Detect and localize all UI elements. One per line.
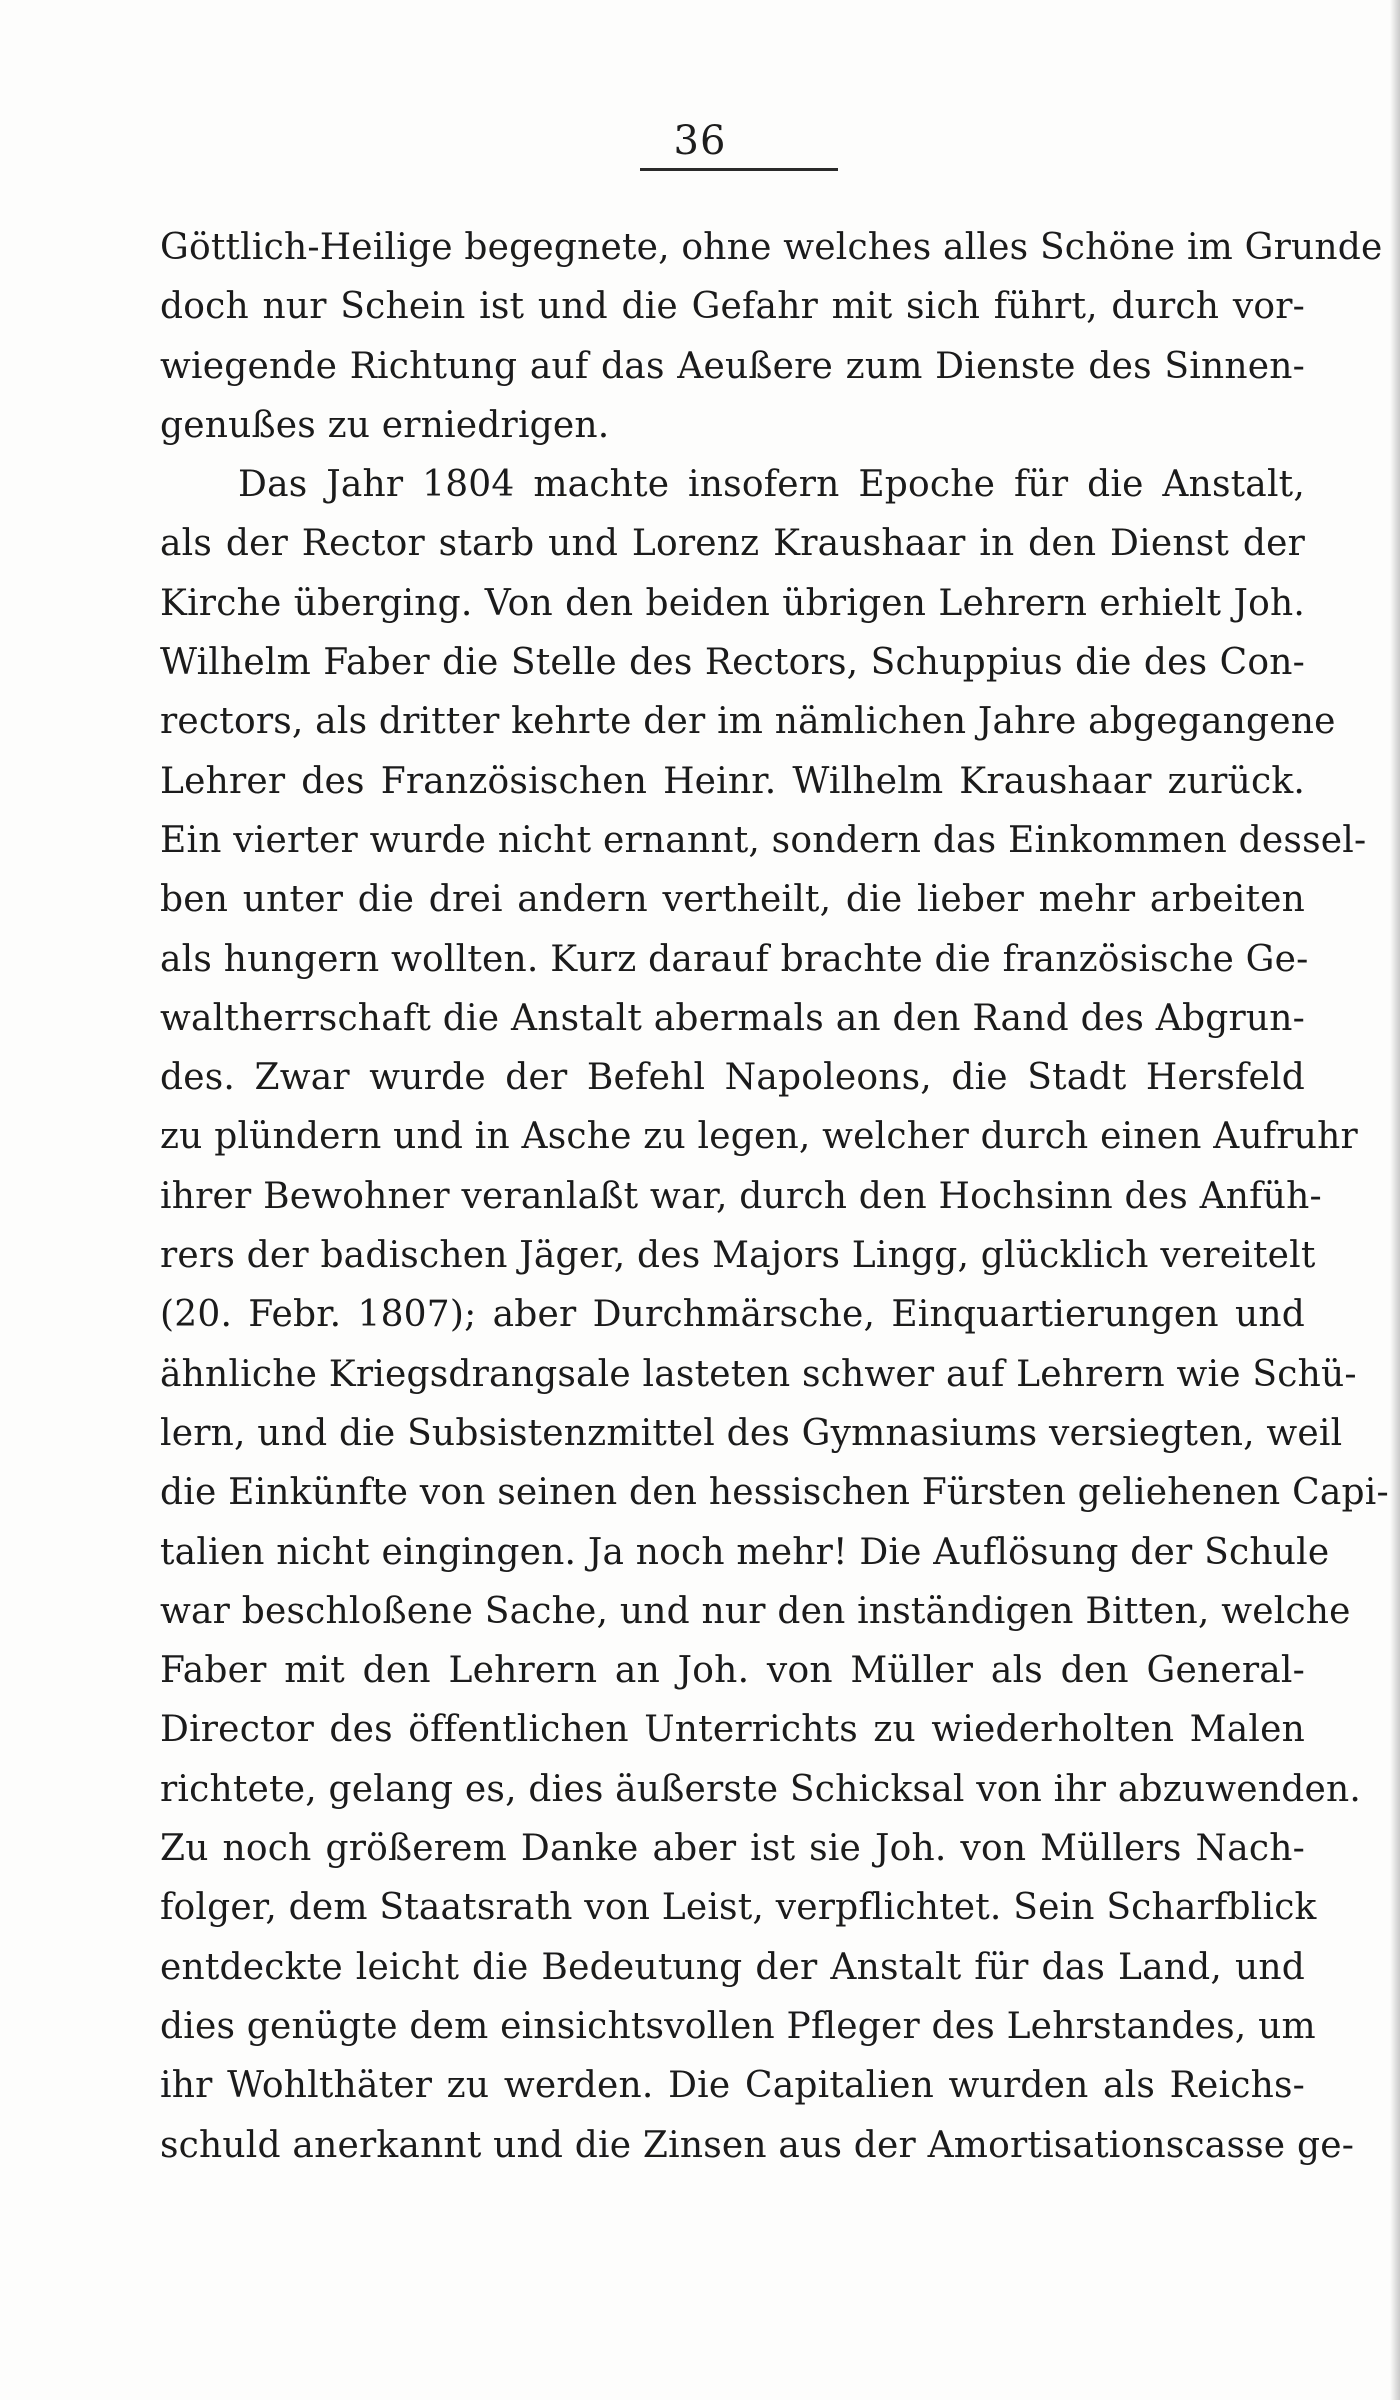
- page-number-rule: [640, 168, 838, 171]
- text-line: genußes zu erniedrigen.: [160, 404, 610, 446]
- text-line: Wilhelm Faber die Stelle des Rectors, Schuppius die des Con-: [160, 642, 1305, 684]
- text-line: ihrer Bewohner veranlaßt war, durch den Hochsinn des Anfüh-: [160, 1175, 1322, 1217]
- text-line: entdeckte leicht die Bedeutung der Anstalt für das Land, und: [160, 1946, 1305, 1988]
- text-line: Das Jahr 1804 machte insofern Epoche für die Anstalt,: [238, 464, 1305, 506]
- text-line: ähnliche Kriegsdrangsale lasteten schwer auf Lehrern wie Schü-: [160, 1353, 1357, 1395]
- text-line: Zu noch größerem Danke aber ist sie Joh. von Müllers Nach-: [160, 1828, 1305, 1870]
- text-line: Lehrer des Französischen Heinr. Wilhelm Kraushaar zurück.: [160, 760, 1305, 802]
- text-line: ihr Wohlthäter zu werden. Die Capitalien wurden als Reichs-: [160, 2065, 1305, 2107]
- text-line: Kirche überging. Von den beiden übrigen Lehrern erhielt Joh.: [160, 582, 1305, 624]
- text-line: Faber mit den Lehrern an Joh. von Müller als den General-: [160, 1650, 1305, 1692]
- text-line: waltherrschaft die Anstalt abermals an den Rand des Abgrun-: [160, 997, 1305, 1039]
- text-line: rers der badischen Jäger, des Majors Lingg, glücklich vereitelt: [160, 1235, 1316, 1277]
- text-line: die Einkünfte von seinen den hessischen Fürsten geliehenen Capi-: [160, 1472, 1389, 1514]
- body-text: [160, 218, 1389, 2175]
- text-line: zu plündern und in Asche zu legen, welcher durch einen Aufruhr: [160, 1116, 1358, 1158]
- text-line: lern, und die Subsistenzmittel des Gymnasiums versiegten, weil: [160, 1412, 1343, 1454]
- page-number: 36: [673, 118, 727, 164]
- text-line: wiegende Richtung auf das Aeußere zum Dienste des Sinnen-: [160, 345, 1305, 387]
- text-line: (20. Febr. 1807); aber Durchmärsche, Einquartierungen und: [160, 1294, 1305, 1336]
- text-line: als hungern wollten. Kurz darauf brachte die französische Ge-: [160, 938, 1309, 980]
- text-line: Director des öffentlichen Unterrichts zu wiederholten Malen: [160, 1709, 1305, 1751]
- text-line: des. Zwar wurde der Befehl Napoleons, die Stadt Hersfeld: [160, 1057, 1305, 1099]
- text-line: richtete, gelang es, dies äußerste Schicksal von ihr abzuwenden.: [160, 1768, 1361, 1810]
- text-line: schuld anerkannt und die Zinsen aus der Amortisationscasse ge-: [160, 2124, 1355, 2166]
- text-line: Ein vierter wurde nicht ernannt, sondern das Einkommen dessel-: [160, 819, 1367, 861]
- text-line: Göttlich-Heilige begegnete, ohne welches alles Schöne im Grunde: [160, 227, 1383, 268]
- text-line: dies genügte dem einsichtsvollen Pfleger des Lehrstandes, um: [160, 2005, 1316, 2047]
- text-line: als der Rector starb und Lorenz Kraushaar in den Dienst der: [160, 523, 1305, 565]
- text-line: doch nur Schein ist und die Gefahr mit sich führt, durch vor-: [160, 286, 1305, 328]
- text-line: ben unter die drei andern vertheilt, die lieber mehr arbeiten: [160, 879, 1305, 921]
- text-line: folger, dem Staatsrath von Leist, verpflichtet. Sein Scharfblick: [160, 1887, 1317, 1929]
- text-line: rectors, als dritter kehrte der im nämlichen Jahre abgegangene: [160, 701, 1336, 743]
- text-line: talien nicht eingingen. Ja noch mehr! Die Auflösung der Schule: [160, 1531, 1330, 1573]
- page-edge-shadow: [1390, 0, 1400, 2400]
- text-line: war beschloßene Sache, und nur den inständigen Bitten, welche: [160, 1590, 1351, 1632]
